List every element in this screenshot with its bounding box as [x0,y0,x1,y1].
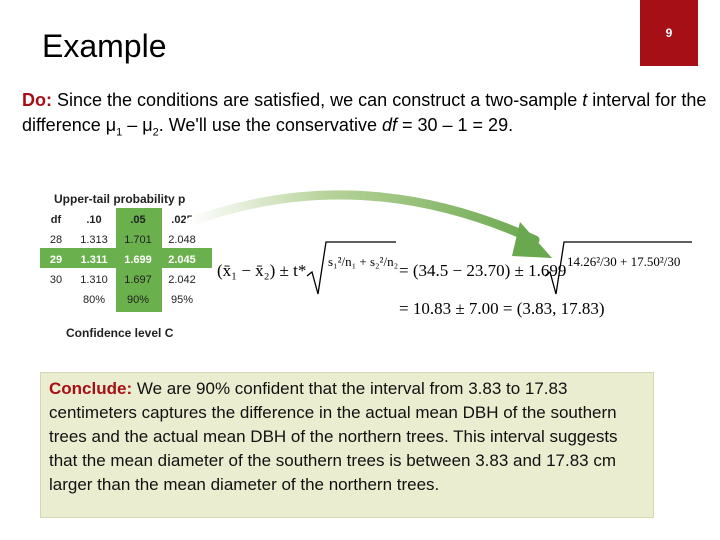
conclude-text: We are 90% confident that the interval from 3.83 to 17.83 centimeters captures the difference in the actual mean DBH of the southern trees and the actual mean DBH of the northern trees. This interval suggests that the mean diameter of the southern trees is between 3.83 and 17.83 cm larger than the mean diameter of the northern trees. [49,379,618,494]
formula-line1: = (34.5 − 23.70) ± 1.699 [399,261,567,280]
do-text-after: . We'll use the conservative [158,115,382,135]
conclude-label: Conclude: [49,379,133,398]
do-label: Do: [22,90,52,110]
t-table-cell: 80% [82,294,106,306]
do-minus: – μ [122,115,153,135]
do-sub2: 2 [152,126,159,139]
t-table-cell: 90% [126,294,150,306]
t-table-cell: 1.310 [80,274,108,286]
t-table-cell: 1.313 [80,234,108,246]
t-table-cell: 1.311 [80,254,108,266]
do-text-mid: interval for the difference μ [22,90,707,135]
t-table-cell: 2.045 [168,254,196,266]
t-table-col-header: .05 [130,214,146,226]
formula-line2: = 10.83 ± 7.00 = (3.83, 17.83) [399,299,605,318]
t-table-cell: 28 [49,234,63,246]
conclude-box [40,372,654,518]
do-text-before: Since the conditions are satisfied, we can construct a two-sample [52,90,583,110]
formula [215,230,715,330]
do-text-end: = 30 – 1 = 29. [396,115,514,135]
t-table-col-header: df [50,214,62,226]
t-table-cell: 2.042 [168,274,196,286]
formula-lhs: (x̄₁ − x̄₂) ± t* [217,261,307,280]
do-sub1: 1 [116,126,123,139]
t-table-footer: Confidence level C [66,326,174,340]
formula-sqrt-terms: s₁²/n₁ + s₂²/n₂ [328,254,399,269]
t-table-cell: 1.699 [124,254,152,266]
t-table-cell: 95% [170,294,194,306]
t-table-cell: 1.697 [124,274,152,286]
t-table-cell: 30 [49,274,63,286]
do-t: t [582,90,588,110]
do-df: df [381,115,397,135]
t-table-cell: 29 [49,254,63,266]
slide-title: Example [42,28,167,64]
t-table-header: Upper-tail probability p [54,192,186,206]
t-table-cell: 2.048 [168,234,196,246]
formula-sqrt-values: 14.26²/30 + 17.50²/30 [567,254,681,269]
t-table-col-header: .025 [171,214,193,226]
t-table-cell: 1.701 [124,234,152,246]
page-number-badge: 9 [640,0,698,66]
t-table-col-header: .10 [86,214,102,226]
